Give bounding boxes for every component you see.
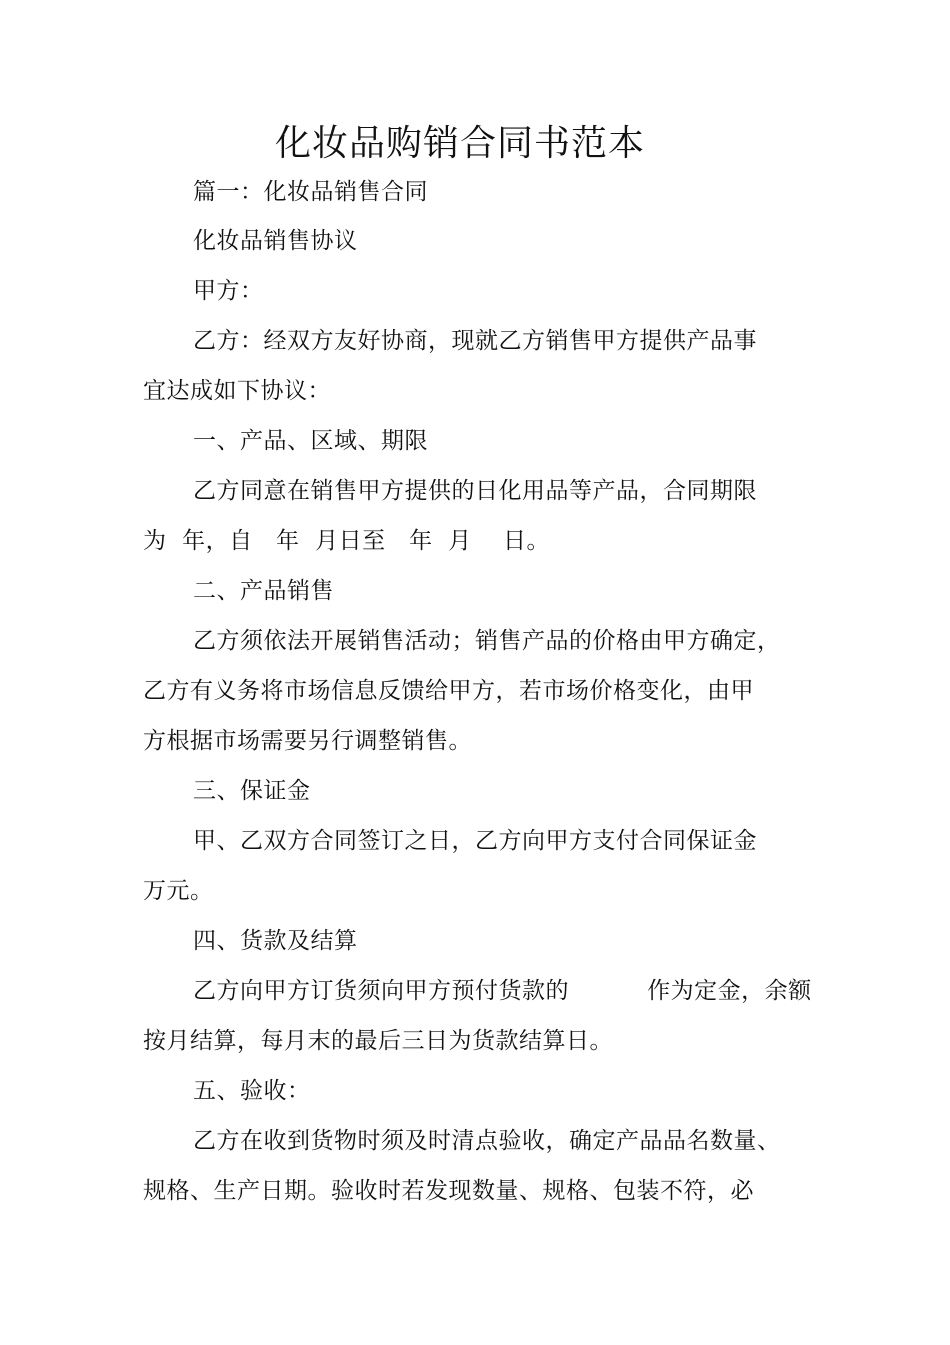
section-heading-part-one: 篇一：化妆品销售合同	[193, 179, 428, 205]
paragraph-line: 甲、乙双方合同签订之日，乙方向甲方支付合同保证金	[193, 828, 757, 854]
document-title: 化妆品购销合同书范本	[274, 123, 645, 164]
clause-heading-1: 一、产品、区域、期限	[193, 428, 428, 454]
paragraph-line: 方根据市场需要另行调整销售。	[143, 728, 472, 754]
paragraph-line: 乙方：经双方友好协商，现就乙方销售甲方提供产品事	[193, 328, 757, 354]
paragraph-line: 乙方同意在销售甲方提供的日化用品等产品，合同期限	[193, 478, 757, 504]
paragraph-line: 乙方须依法开展销售活动；销售产品的价格由甲方确定，	[193, 628, 781, 654]
clause-heading-5: 五、验收：	[193, 1078, 311, 1104]
paragraph-line: 规格、生产日期。验收时若发现数量、规格、包装不符，必	[143, 1178, 754, 1204]
paragraph-line: 乙方有义务将市场信息反馈给甲方，若市场价格变化，由甲	[143, 678, 754, 704]
agreement-subtitle: 化妆品销售协议	[193, 228, 358, 254]
paragraph-line: 为 年，自 年 月日至 年 月 日。	[143, 528, 550, 554]
paragraph-line: 按月结算，每月末的最后三日为货款结算日。	[143, 1028, 613, 1054]
paragraph-line: 宜达成如下协议：	[143, 378, 331, 404]
clause-heading-2: 二、产品销售	[193, 578, 334, 604]
clause-heading-3: 三、保证金	[193, 778, 311, 804]
paragraph-line: 万元。	[143, 878, 214, 904]
party-a-label: 甲方：	[193, 278, 264, 304]
clause-heading-4: 四、货款及结算	[193, 928, 358, 954]
paragraph-line: 乙方在收到货物时须及时清点验收，确定产品品名数量、	[193, 1128, 781, 1154]
paragraph-line: 乙方向甲方订货须向甲方预付货款的 作为定金，余额	[193, 978, 812, 1004]
